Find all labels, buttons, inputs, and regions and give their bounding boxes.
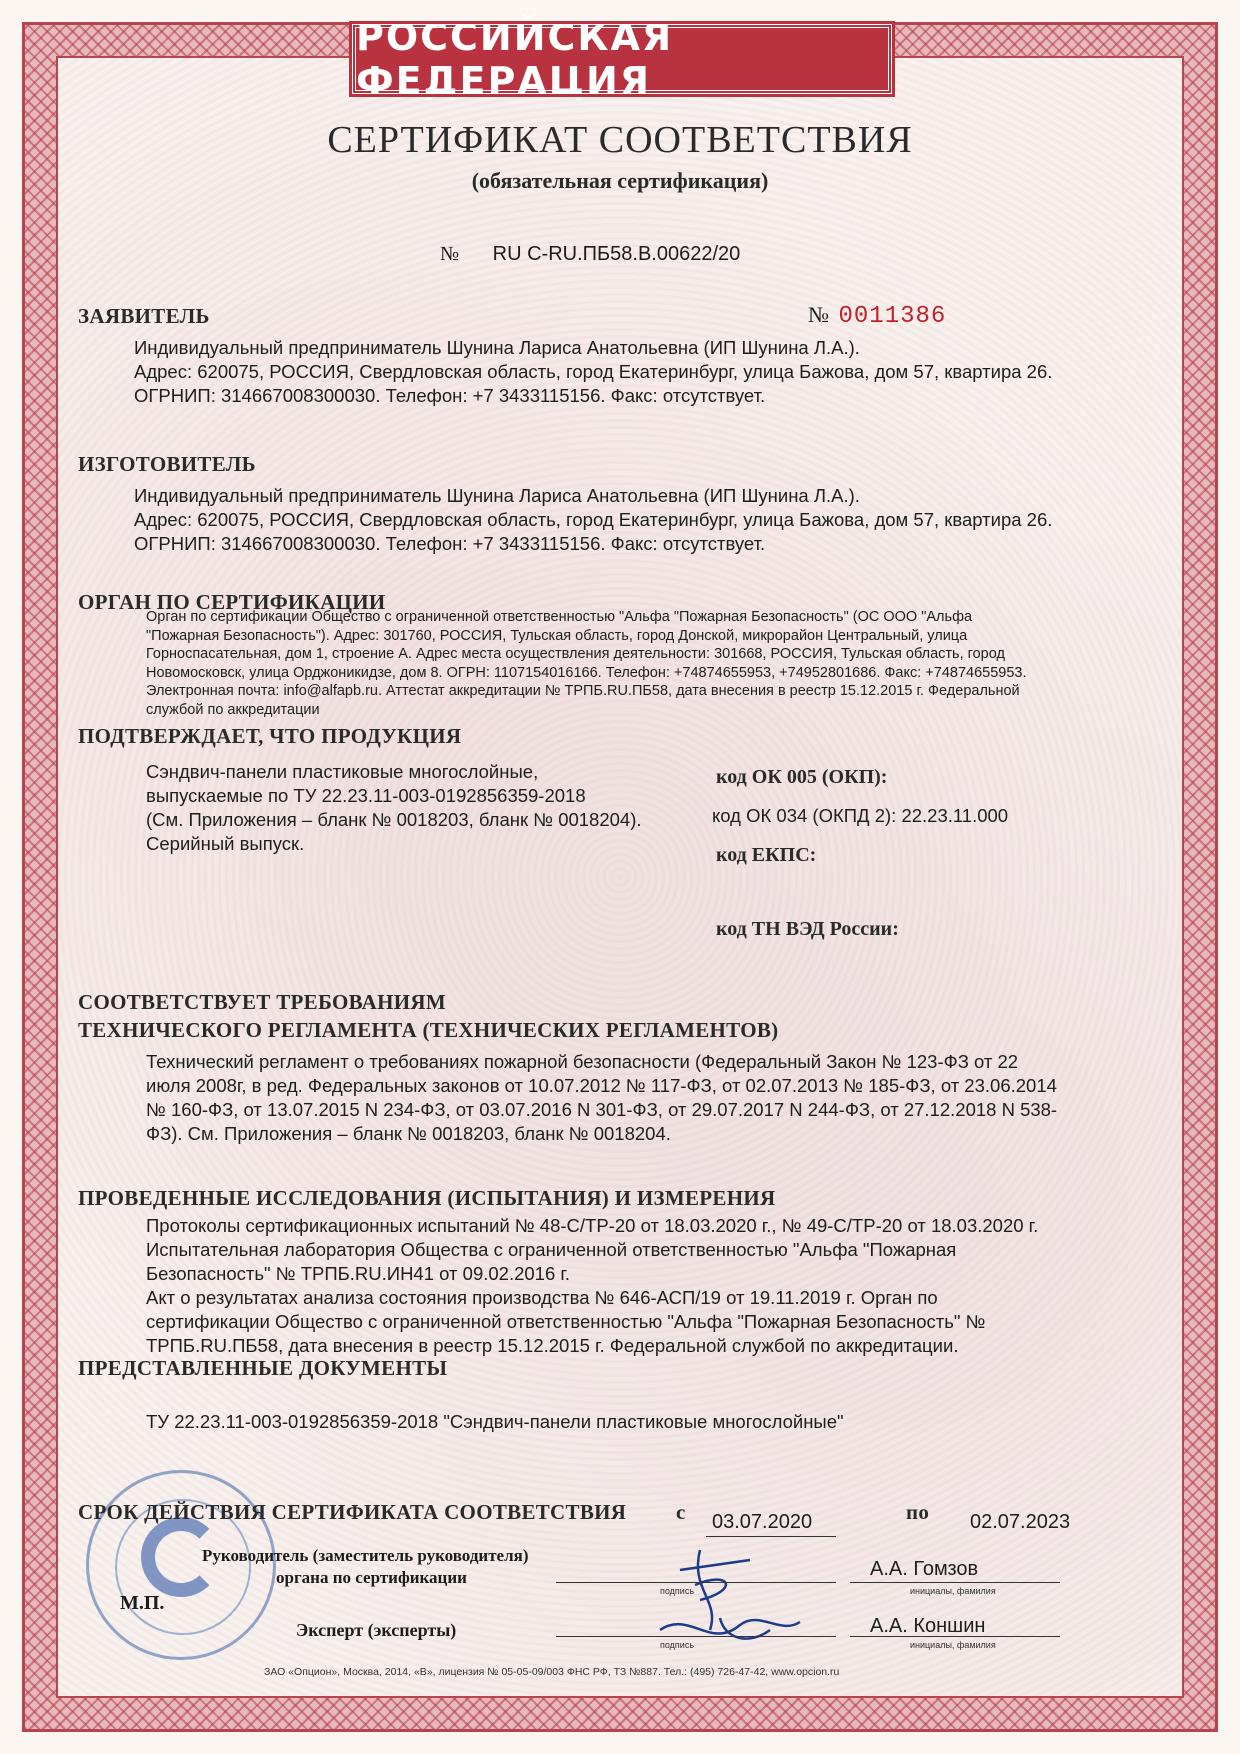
validity-heading: СРОК ДЕЙСТВИЯ СЕРТИФИКАТА СООТВЕТСТВИЯ [78,1500,627,1524]
tests-line: ТРПБ.RU.ПБ58, дата внесения в реестр 15.12.2015 г. Федеральной службой по аккредитации. [146,1335,959,1356]
expert-label: Эксперт (эксперты) [296,1620,457,1640]
cert-body-line: службой по аккредитации [146,701,320,718]
regulations-heading: ТЕХНИЧЕСКОГО РЕГЛАМЕНТА (ТЕХНИЧЕСКИХ РЕГЛАМЕНТОВ) [78,1018,779,1042]
requirements-heading: СООТВЕТСТВУЕТ ТРЕБОВАНИЯМ [78,990,446,1014]
manufacturer-line: Адрес: 620075, РОССИЯ, Свердловская область, город Екатеринбург, улица Бажова, дом 57, квартира 26. [134,509,1053,530]
applicant-heading: ЗАЯВИТЕЛЬ [78,304,210,328]
product-line: Сэндвич-панели пластиковые многослойные, [146,761,539,782]
head-signatory-label: Руководитель (заместитель руководителя) [202,1546,529,1565]
seal-place-label: М.П. [120,1592,165,1614]
applicant-line: ОГРНИП: 314667008300030. Телефон: +7 3433115156. Факс: отсутствует. [134,385,766,406]
document-subtitle: (обязательная сертификация) [471,168,769,193]
validity-from-label: с [676,1500,686,1524]
requirements-line: июля 2008г, в ред. Федеральных законов от 10.07.2012 № 117-ФЗ, от 02.07.2013 № 185-ФЗ, от 23.06.2014 [146,1075,1057,1096]
product-heading: ПОДТВЕРЖДАЕТ, ЧТО ПРОДУКЦИЯ [78,724,462,748]
tests-line: Акт о результатах анализа состояния производства № 646-АСП/19 от 19.11.2019 г. Орган по [146,1287,938,1308]
tests-line: сертификации Общество с ограниченной ответственностью "Альфа "Пожарная Безопасность" № [146,1311,986,1332]
head-signature-caption: подпись [660,1586,695,1596]
handwritten-signatures [600,1530,840,1650]
blank-number-label: № [808,302,829,327]
cert-body-heading: ОРГАН ПО СЕРТИФИКАЦИИ [78,590,386,614]
certificate-number [440,243,740,266]
cert-body-line: Орган по сертификации Общество с ограниченной ответственностью "Альфа "Пожарная Безопасность" (ОС ООО "Альфа [146,609,973,625]
country-banner [352,15,892,103]
head-signature-line [556,1582,836,1583]
expert-signature-line [556,1636,836,1637]
requirements-details [146,1050,1057,1146]
validity-to-label: по [906,1500,930,1524]
product-line: (См. Приложения – бланк № 0018203, бланк № 0018204). [146,809,642,830]
expert-name: А.А. Коншин [870,1615,986,1637]
requirements-line: ФЗ). См. Приложения – бланк № 0018203, бланк № 0018204. [146,1123,671,1144]
tests-line: Протоколы сертификационных испытаний № 48-С/ТР-20 от 18.03.2020 г., № 49-С/ТР-20 от 18.03.2020 г. [146,1215,1039,1236]
product-line: выпускаемые по ТУ 22.23.11-003-0192856359-2018 [146,785,586,806]
code-okpd: код ОК 034 (ОКПД 2): 22.23.11.000 [712,805,1009,826]
cert-body-line: Горноспасательная, дом 1, строение А. Адрес места осуществления деятельности: 301668, РОССИЯ, Тульская область, город [146,646,1005,662]
tests-heading: ПРОВЕДЕННЫЕ ИССЛЕДОВАНИЯ (ИСПЫТАНИЯ) И ИЗМЕРЕНИЯ [78,1186,776,1210]
code-okp-label: код ОК 005 (ОКП): [716,766,888,788]
document-body [56,56,1184,1698]
cert-body-line: "Пожарная Безопасность"). Адрес: 301760, РОССИЯ, Тульская область, город Донской, микрорайон Центральный, улица [146,627,968,644]
product-line: Серийный выпуск. [146,833,305,854]
validity-to-date: 02.07.2023 [970,1511,1071,1533]
tests-line: Безопасность" № ТРПБ.RU.ИН41 от 09.02.2016 г. [146,1263,571,1284]
code-tnved-label: код ТН ВЭД России: [716,918,899,940]
manufacturer-heading: ИЗГОТОВИТЕЛЬ [78,452,256,476]
applicant-details [134,336,1052,408]
blank-number [808,302,946,330]
validity-from-date: 03.07.2020 [712,1511,813,1533]
cert-body-details [146,608,1027,719]
cert-body-line: Электронная почта: info@alfapb.ru. Аттестат аккредитации № ТРПБ.RU.ПБ58, дата внесения в реестр 15.12.2015 г. Федеральной [146,683,1020,699]
product-details [146,760,642,856]
manufacturer-line: ОГРНИП: 314667008300030. Телефон: +7 3433115156. Факс: отсутствует. [134,533,766,554]
certificate-number-value: RU C-RU.ПБ58.В.00622/20 [492,243,741,265]
tests-line: Испытательная лаборатория Общества с ограниченной ответственностью "Альфа "Пожарная [146,1239,957,1260]
head-name-line [850,1582,1060,1583]
head-name: А.А. Гомзов [870,1558,979,1580]
expert-signature-caption: подпись [660,1640,695,1650]
expert-name-caption: инициалы, фамилия [910,1640,996,1650]
documents-heading: ПРЕДСТАВЛЕННЫЕ ДОКУМЕНТЫ [78,1356,448,1380]
certificate-number-label: № [440,243,460,265]
code-ekps-label: код ЕКПС: [716,844,817,866]
document-title: СЕРТИФИКАТ СООТВЕТСТВИЯ [327,119,913,161]
documents-line: ТУ 22.23.11-003-0192856359-2018 "Сэндвич-панели пластиковые многослойные" [146,1411,844,1432]
head-signatory-label-2: органа по сертификации [276,1568,467,1587]
head-name-caption: инициалы, фамилия [910,1586,996,1596]
blank-number-value: 0011386 [838,303,947,330]
country-banner-text: РОССИЙСКАЯ ФЕДЕРАЦИЯ [356,15,674,103]
requirements-line: Технический регламент о требованиях пожарной безопасности (Федеральный Закон № 123-ФЗ от 22 [146,1051,1019,1072]
tests-details [146,1214,1038,1358]
manufacturer-line: Индивидуальный предприниматель Шунина Лариса Анатольевна (ИП Шунина Л.А.). [134,485,860,506]
manufacturer-details [134,484,1052,556]
expert-name-line [850,1636,1060,1637]
printer-imprint: ЗАО «Опцион», Москва, 2014, «В», лицензия № 05-05-09/003 ФНС РФ, ТЗ №887. Тел.: (495) 726-47-42, www.opcion.ru [264,1666,840,1678]
applicant-line: Адрес: 620075, РОССИЯ, Свердловская область, город Екатеринбург, улица Бажова, дом 57, квартира 26. [134,361,1053,382]
applicant-line: Индивидуальный предприниматель Шунина Лариса Анатольевна (ИП Шунина Л.А.). [134,337,860,358]
cert-body-line: Новомосковск, улица Орджоникидзе, дом 8. ОГРН: 1107154016166. Телефон: +74874655953, +74952801686. Факс: +74874655953. [146,664,1027,681]
requirements-line: № 160-ФЗ, от 13.07.2015 N 234-ФЗ, от 03.07.2016 N 301-ФЗ, от 29.07.2017 N 244-ФЗ, от 27.12.2018 N 538- [146,1099,1058,1120]
